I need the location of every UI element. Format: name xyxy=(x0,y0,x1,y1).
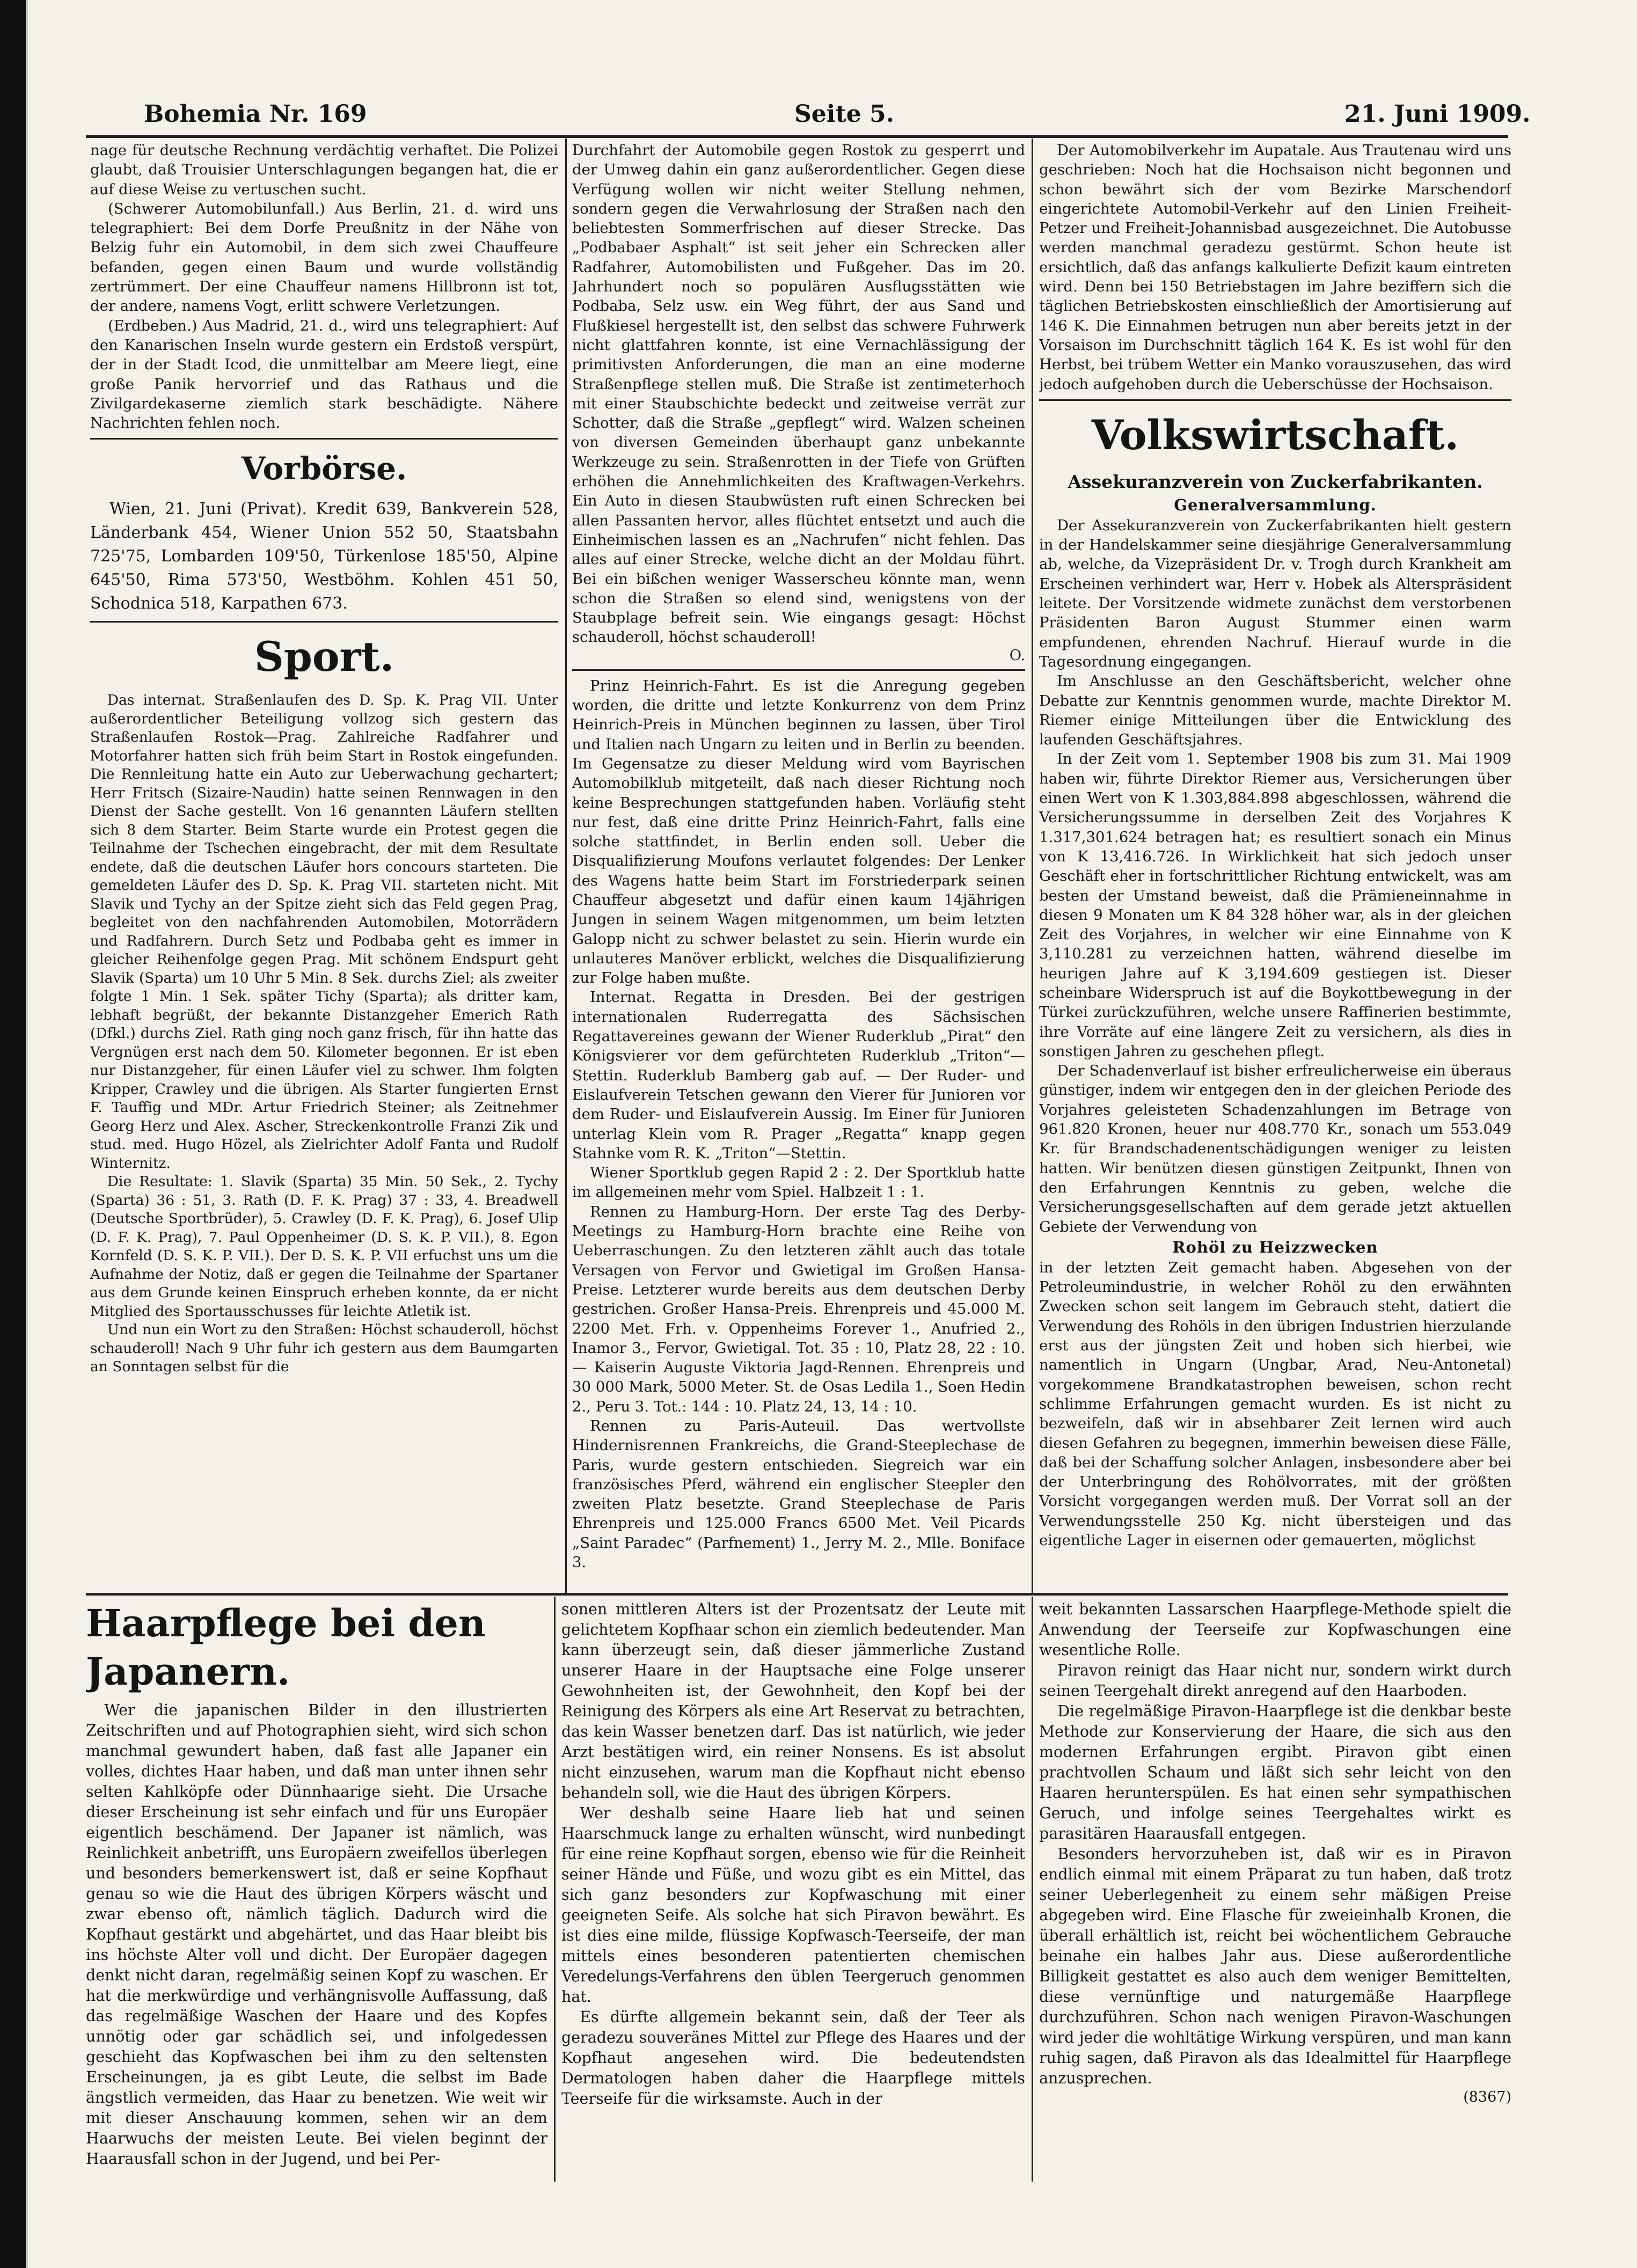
vw-paragraph-2: Im Anschlusse an den Geschäftsbericht, welcher ohne Debatte zur Kenntnis genommen wurde, machte Direktor M. Riemer einige Mitteilungen über die Entwicklung des laufenden Geschäftsjahres. xyxy=(1039,672,1511,749)
scan-edge-line xyxy=(26,0,28,2268)
sport-title: Sport. xyxy=(254,633,394,681)
section-rule xyxy=(1039,399,1511,401)
feature-text-3b: Piravon reinigt das Haar nicht nur, sondern wirkt durch seinen Teergehalt direkt anregend auf den Haarboden. xyxy=(1039,1662,1511,1700)
header-date: 21. Juni 1909. xyxy=(1344,100,1531,128)
feature-text-3c: Die regelmäßige Piravon-Haarpflege ist die denkbar beste Methode zur Konservierung der Haare, die sich aus den modernen Erfahrungen ergibt. Piravon gibt einen prachtvollen Schaum und läßt sich sehr leicht von den Haaren herunterspülen. Es hat einen sehr sympathischen Geruch, und infolge seines Teergehaltes wirkt es parasitären Haarausfall entgegen. xyxy=(1039,1702,1511,1842)
feature-rule xyxy=(86,1593,1508,1596)
article-regatta: Internat. Regatta in Dresden. Bei der gestrigen internationalen Ruderregatta des Sächsischen Regattavereines gewann der Wiener Ruderklub „Pirat“ den Königsvierer vor dem gefürchteten Ruderklub „Triton“—Stettin. Ruderklub Bamberg gab auf. — Der Ruder- und Eislaufverein Tetschen gewann den Vierer für Junioren vor dem Ruder- und Eislaufverein Aussig. Im Einer für Junioren unterlag Klein vom R. Prager „Regatta“ knapp gegen Stahnke vom R. K. „Triton“—Stettin. xyxy=(572,989,1025,1162)
sport-roads: Und nun ein Wort zu den Straßen: Höchst schauderoll, höchst schauderoll! Nach 9 Uhr fuhr ich gestern aus dem Baumgarten an Sonntagen selbst für die xyxy=(90,1321,558,1376)
column-1 xyxy=(90,141,558,1590)
article-paris-auteuil: Rennen zu Paris-Auteuil. Das wertvollste Hindernisrennen Frankreichs, die Grand-Steeplechase de Paris, wurde gestern entschieden. Siegreich war ein französisches Pferd, während ein englischer Steepler den zweiten Platz besetzte. Grand Steeplechase de Paris Ehrenpreis und 125.000 Francs 6500 Met. Veil Picards „Saint Paradec“ (Parfnement) 1., Jerry M. 2., Mlle. Boniface 3. xyxy=(572,1417,1025,1571)
vw-paragraph-5: in der letzten Zeit gemacht haben. Abgesehen von der Petroleumindustrie, in welcher Rohöl zu den erwähnten Zwecken schon seit langem im Gebrauch steht, datiert die Verwendung des Rohöls in den übrigen Industrien hierzulande erst aus der jüngsten Zeit und hoben sich hierbei, wie namentlich in Ungarn (Ungbar, Arad, Neu-Antonetal) vorgekommene Brandkatastrophen beweisen, schon recht schlimme Erfahrungen gemacht wurden. Es ist nicht zu bezweifeln, daß wir in absehbarer Zeit lernen wird auch diesen Gefahren zu begegnen, immerhin beweisen diese Fälle, daß bei der Schaffung solcher Anlagen, insbesondere aber bei der Unterbringung des Rohölvorrates, mit der größten Vorsicht vorgegangen werden muß. Der Vorrat soll an der Verwendungsstelle 250 Kg. nicht übersteigen und das eigentliche Lager in eisernen oder gemauerten, möglichst xyxy=(1039,1259,1511,1549)
scan-edge xyxy=(0,0,26,2268)
assekuranz-heading: Assekuranzverein von Zuckerfabrikanten. xyxy=(1068,471,1483,492)
section-rule xyxy=(90,621,558,623)
article-automobile-accident: (Schwerer Automobilunfall.) Aus Berlin, 21. d. wird uns telegraphiert: Bei dem Dorfe Preußnitz in der Nähe von Belzig fuhr ein Automobil, in dem sich zwei Chauffeure befanden, gegen einen Baum und wurde vollständig zertrümmert. Der eine Chauffeur namens Hillbronn ist tot, der andere, namens Vogt, erlitt schwere Verletzungen. xyxy=(90,200,558,315)
ad-reference-number: (8367) xyxy=(1463,2089,1511,2105)
feature-text-1: Wer die japanischen Bilder in den illustrierten Zeitschriften und auf Photographien sieht, wird sich schon manchmal gewundert haben, daß fast alle Japaner ein volles, dichtes Haar haben, und daß man unter ihnen sehr selten Kahlköpfe oder Dünnhaarige sieht. Die Ursache dieser Erscheinung ist sehr einfach und für uns Europäer eigentlich beschämend. Der Japaner ist nämlich, was Reinlichkeit anbetrifft, uns Europäern zweifellos überlegen und besonders bemerkenswert ist, daß er seine Kopfhaut genau so wie die Haut des übrigen Körpers wäscht und zwar ebenso oft, nämlich täglich. Dadurch wird die Kopfhaut gestärkt und abgehärtet, und das Haar bleibt bis ins höchste Alter voll und dicht. Der Europäer dagegen denkt nicht daran, regelmäßig seinen Kopf zu waschen. Er hat die merkwürdige und verhängnisvolle Auffassung, daß das regelmäßige Waschen der Haare und des Kopfes unnötig oder gar schädlich sei, und infolgedessen geschieht das Kopfwaschen bei ihm zu den seltensten Erscheinungen, ja es gibt Leute, die selbst im Bade ängstlich vermeiden, das Haar zu benetzen. Wie weit wir mit dieser Anschauung kommen, sehen wir an dem Haarwuchs der meisten Leute. Bei vielen beginnt der Haarausfall schon in der Jugend, und bei Per- xyxy=(86,1701,547,2168)
generalversammlung-heading: Generalversammlung. xyxy=(1174,495,1377,514)
header-paper-name: Bohemia Nr. 169 xyxy=(144,100,367,128)
article-text: nage für deutsche Rechnung verdächtig verhaftet. Die Polizei glaubt, daß Trouisier Unterschlagungen begangen hat, die er auf diese Weise zu vertuschen sucht. xyxy=(90,142,558,198)
article-football: Wiener Sportklub gegen Rapid 2 : 2. Der Sportklub hatte im allgemeinen mehr vom Spiel. Halbzeit 1 : 1. xyxy=(572,1164,1025,1201)
vw-paragraph-4: Der Schadenverlauf ist bisher erfreulicherweise ein überaus günstiger, indem wir entgegen den in der gleichen Periode des Vorjahres geleisteten Schadenzahlungen im Betrage von 961.820 Kronen, heuer nur 408.770 Kr., sonach um 553.049 Kr. für Brandschadenentschädigungen weniger zu leisten hatten. Wir benützen diesen günstigen Zeitpunkt, Ihnen von den Erfahrungen Kenntnis zu geben, welche die Versicherungsgesellschaften auf dem gerade jetzt aktuellen Gebiete der Verwendung von xyxy=(1039,1062,1511,1235)
feature-text-3d: Besonders hervorzuheben ist, daß wir es in Piravon endlich einmal mit einem Präparat zu tun haben, daß trotz seiner Ueberlegenheit zu einem sehr mäßigen Preise abgegeben wird. Eine Flasche für zweieinhalb Kronen, die überall erhältlich ist, reicht bei wöchentlichem Gebrauche beinahe ein halbes Jahr aus. Diese außerordentliche Billigkeit gestattet es also auch dem weniger Bemittelten, diese vernünftige und naturgemäße Haarpflege durchzuführen. Schon nach wenigen Piravon-Waschungen wird jeder die wohltätige Wirkung verspüren, und man kann ruhig sagen, daß Piravon als das Idealmittel für Haarpflege anzusprechen. xyxy=(1039,1845,1511,2087)
volkswirtschaft-title: Volkswirtschaft. xyxy=(1091,411,1459,459)
vorboerse-title: Vorbörse. xyxy=(241,450,407,487)
article-hamburg-horn: Rennen zu Hamburg-Horn. Der erste Tag des Derby-Meetings zu Hamburg-Horn brachte eine Reihe von Ueberraschungen. Zu den letzteren zählt auch das totale Versagen von Fervor und Gwietigal im Großen Hansa-Preise. Letzterer wurde bereits aus dem deutschen Derby gestrichen. Großer Hansa-Preis. Ehrenpreis und 45.000 M. 2200 Met. Frh. v. Oppenheims Forever 1., Anufried 2., Inamor 3., Fervor, Gwietigal. Tot. 35 : 10, Platz 28, 22 : 10. — Kaiserin Auguste Viktoria Jagd-Rennen. Ehrenpreis und 30 000 Mark, 5000 Meter. St. de Osas Ledila 1., Soen Hedin 2., Peru 3. Tot.: 144 : 10. Platz 24, 13, 14 : 10. xyxy=(572,1203,1025,1415)
feature-column-2 xyxy=(561,1599,1025,2179)
column-2 xyxy=(572,141,1025,1590)
section-rule xyxy=(572,669,1025,671)
feature-text-2a: sonen mittleren Alters ist der Prozentsatz der Leute mit gelichtetem Kopfhaar schon ein ziemlich bedeutender. Man kann überzeugt sein, daß dieser jämmerliche Zustand unserer Haare in der Hauptsache eine Folge unserer Gewohnheiten ist, der Gewohnheit, den Kopf bei der Reinigung des Körpers als eine Art Reservat zu betrachten, das kein Wasser benetzen darf. Das ist natürlich, wie jeder Arzt bestätigen wird, ein reiner Nonsens. Es ist absolut nicht einzusehen, warum man die Kopfhaut nicht ebenso behandeln soll, wie die Haut des übrigen Körpers. xyxy=(561,1600,1025,1802)
feature-title: Haarpflege bei den Japanern. xyxy=(86,1601,486,1694)
section-rule xyxy=(90,438,558,440)
article-roads-continued: Durchfahrt der Automobile gegen Rostok zu gesperrt und der Umweg dahin ein ganz außerordentlicher. Gegen diese Verfügung wollen wir nicht weiter Stellung nehmen, sondern gegen die Verwahrlosung der Straßen nach den beliebtesten Sommerfrischen auf dieser Strecke. Das „Podbabaer Asphalt“ ist seit jeher ein Schrecken aller Radfahrer, Automobilisten und Fußgeher. Das im 20. Jahrhundert noch so populären Ausflugsstätten wie Podbaba, Selz usw. ein Weg führt, der aus Sand und Flußkiesel hergestellt ist, den selbst das schwere Fuhrwerk nicht glattfahren konnte, ist eine Vernachlässigung der primitivsten Anforderungen, die man an eine moderne Straßenpflege stellen muß. Die Straße ist zentimeterhoch mit einer Staubschichte bedeckt und zeitweise verrät zur Schotter, daß die Straße „gepflegt“ wird. Walzen scheinen von diversen Gemeinden überhaupt ganz unbekannte Werkzeuge zu sein. Straßenrotten in der Tiefe von Grüften erhöhen die Annehmlichkeiten des Kraftwagen-Verkehrs. Ein Auto in diesen Staubwüsten ruft einen Schrecken bei allen Passanten hervor, alles flüchtet entsetzt und auch die Einheimischen lassen es an „Nachrufen“ nicht fehlen. Das alles auf einer Strecke, welche dicht an der Moldau führt. Bei ein bißchen weniger Wasserscheu könnte man, wenn schon die Straßen so elend sind, wenigstens von der Staubplage befreit sein. Wie eingangs gesagt: Höchst schauderoll, höchst schauderoll! xyxy=(572,142,1025,646)
column-rule-4 xyxy=(1032,1597,1033,2182)
article-signature: O. xyxy=(1009,647,1025,664)
feature-text-2b: Wer deshalb seine Haare lieb hat und seinen Haarschmuck lange zu erhalten wünscht, wird nunbedingt für eine reine Kopfhaut sorgen, ebenso wie für die Reinheit seiner Hände und Füße, und wozu gibt es ein Mittel, das sich ganz besonders zur Kopfwaschung mit einer geeigneten Seife. Als solche hat sich Piravon bewährt. Es ist dies eine milde, flüssige Kopfwasch-Teerseife, der man mittels eines besonderen patentierten chemischen Veredelungs-Verfahrens den üblen Teergeruch genommen hat. xyxy=(561,1804,1025,2006)
feature-text-2c: Es dürfte allgemein bekannt sein, daß der Teer als geradezu souveränes Mittel zur Pflege des Haares und der Kopfhaut angesehen wird. Die bedeutendsten Dermatologen haben daher die Haarpflege mittels Teerseife für die wirksamste. Auch in der xyxy=(561,2008,1025,2108)
feature-column-3 xyxy=(1039,1599,1511,2179)
article-earthquake: (Erdbeben.) Aus Madrid, 21. d., wird uns telegraphiert: Auf den Kanarischen Inseln wurde gestern ein Erdstoß verspürt, der in der Stadt Icod, die unmittelbar am Meere liegt, eine große Panik hervorrief und das Rathaus und die Zivilgardekaserne ziemlich stark beschädigte. Nähere Nachrichten fehlen noch. xyxy=(90,317,558,432)
article-aupatal: Der Automobilverkehr im Aupatale. Aus Trautenau wird uns geschrieben: Noch hat die Hochsaison nicht begonnen und schon bewährt sich der vom Bezirke Marschendorf eingerichtete Automobil-Verkehr auf den Linien Freiheit-Petzer und Freiheit-Johannisbad ausgezeichnet. Die Autobusse werden manchmal geradezu gestürmt. Schon heute ist ersichtlich, daß das anfangs kalkulierte Defizit kaum eintreten wird. Denn bei 150 Betriebstagen im Jahre beziffern sich die täglichen Betriebskosten einschließlich der Amortisierung auf 146 K. Die Einnahmen betrugen nun aber bereits jetzt in der Vorsaison im Durchschnitt täglich 164 K. Es ist wohl für den Herbst, bei trübem Wetter ein Manko vorauszusehen, das wird jedoch aufgehoben durch die Ueberschüsse der Hochsaison. xyxy=(1039,142,1511,393)
rohoel-heading: Rohöl zu Heizzwecken xyxy=(1172,1238,1378,1256)
article-prinz-heinrich: Prinz Heinrich-Fahrt. Es ist die Anregung gegeben worden, die dritte und letzte Konkurrenz von dem Prinz Heinrich-Preis in München beginnen zu lassen, über Tirol und Italien nach Ungarn zu leiten und in Berlin zu beenden. Im Gegensatze zu dieser Meldung wird vom Bayrischen Automobilklub mitgeteilt, daß nach dieser Richtung noch keine Besprechungen stattgefunden haben. Vorläufig steht nur fest, daß eine dritte Prinz Heinrich-Fahrt, falls eine solche stattfindet, in Berlin enden soll. Ueber die Disqualifizierung Moufons verlautet folgendes: Der Lenker des Wagens hatte beim Start im Forstriederpark seinen Chauffeur abgesetzt und dafür einen kaum 14jährigen Jungen in seinem Wagen mitgenommen, um beim letzten Galopp nicht zu schwer belastet zu sein. Hierin wurde ein unlauteres Manöver erblickt, welches die Disqualifizierung zur Folge haben mußte. xyxy=(572,677,1025,987)
vorboerse-text: Wien, 21. Juni (Privat). Kredit 639, Bankverein 528, Länderbank 454, Wiener Union 552 50, Staatsbahn 725'75, Lombarden 109'50, Türkenlose 185'50, Alpine 645'50, Rima 573'50, Westböhm. Kohlen 451 50, Schodnica 518, Karpathen 673. xyxy=(90,500,558,613)
column-rule-1 xyxy=(565,138,567,1593)
header-rule xyxy=(86,135,1508,138)
vw-paragraph-3: In der Zeit vom 1. September 1908 bis zum 31. Mai 1909 haben wir, führte Direktor Riemer aus, Versicherungen über einen Wert von K 1.303,884.898 abgeschlossen, während die Versicherungssumme in derselben Zeit des Vorjahres K 1.317,301.624 betragen hat; es resultiert sonach ein Minus von K 13,416.726. In Wirklichkeit hat sich jedoch unser Geschäft eher in fortschrittlicher Richtung entwickelt, was am besten der Umstand beweist, daß die Prämieneinnahme in diesen 9 Monaten um K 84 328 höher war, als in der gleichen Zeit des Vorjahres, in welcher wir eine Einnahme von K 3,110.281 zu verzeichnen hatten, während dieselbe im heurigen Jahre auf K 3,194.609 gestiegen ist. Dieser scheinbare Widerspruch ist auf die Boykottbewegung in der Türkei zurückzuführen, welche unsere Raffinerien bestimmte, ihre Vorräte auf eine längere Zeit zu versichern, als dies in sonstigen Jahren zu geschehen pflegt. xyxy=(1039,750,1511,1060)
sport-street-race: Das internat. Straßenlaufen des D. Sp. K. Prag VII. Unter außerordentlicher Beteiligung vollzog sich gestern das Straßenlaufen Rostok—Prag. Zahlreiche Radfahrer und Motorfahrer hatten sich früh beim Start in Rostok eingefunden. Die Rennleitung hatte ein Auto zur Ueberwachung gechartert; Herr Fritsch (Sizaire-Naudin) hatte seinen Rennwagen in den Dienst der Sache gestellt. Von 16 genannten Läufern stellten sich 8 dem Starter. Beim Starte wurde ein Protest gegen die Teilnahme der Tschechen eingebracht, der mit dem Resultate endete, daß die deutschen Läufer hors concours starteten. Die gemeldeten Läufer des D. Sp. K. Prag VII. starteten nicht. Mit Slavik und Tychy an der Spitze zieht sich das Feld gegen Prag, begleitet von den nachfahrenden Automobilen, Motorrädern und Radfahrern. Durch Setz und Podbaba geht es immer in gleicher Reihenfolge gegen Prag. Mit schönem Endspurt geht Slavik (Sparta) um 10 Uhr 5 Min. 8 Sek. durchs Ziel; als zweiter folgte 1 Min. 1 Sek. später Tichy (Sparta); als dritter kam, lebhaft begrüßt, der bekannte Distanzgeher Emerich Rath (Dfkl.) durchs Ziel. Rath ging noch ganz frisch, für ihn hatte das Vergnügen erst nach dem 50. Kilometer begonnen. Er ist eben nur Distanzgeher, für einen Läufer viel zu schwer. Ihm folgten Kripper, Crawley und die übrigen. Als Starter fungierten Ernst F. Tauffig und MDr. Artur Friedrich Steiner; als Zeitnehmer Georg Herz und Alex. Ascher, Streckenkontrolle Franzi Zik und stud. med. Hugo Hözel, als Zielrichter Adolf Fanta und Rudolf Winternitz. xyxy=(90,692,558,1172)
vw-paragraph-1: Der Assekuranzverein von Zuckerfabrikanten hielt gestern in der Handelskammer seine diesjährige Generalversammlung ab, welche, da Vizepräsident Dr. v. Trogh durch Krankheit am Erscheinen verhindert war, Herr v. Hobek als Alterspräsident leitete. Der Vorsitzende widmete zunächst dem verstorbenen Präsidenten Baron August Stummer einen warm empfundenen, ehrenden Nachruf. Hierauf wurde in die Tagesordnung eingegangen. xyxy=(1039,516,1511,670)
feature-column-1 xyxy=(86,1599,547,2179)
feature-text-3a: weit bekannten Lassarschen Haarpflege-Methode spielt die Anwendung der Teerseife zur Kopfwaschungen eine wesentliche Rolle. xyxy=(1039,1600,1511,1659)
column-rule-3 xyxy=(554,1597,556,2182)
sport-results: Die Resultate: 1. Slavik (Sparta) 35 Min. 50 Sek., 2. Tychy (Sparta) 36 : 51, 3. Rath (D. F. K. Prag) 37 : 33, 4. Breadwell (Deutsche Sportbrüder), 5. Crawley (D. F. K. Prag), 6. Josef Ulip (D. F. K. Prag), 7. Paul Oppenheimer (D. S. K. P. VII.), 8. Egon Kornfeld (D. S. K. P. VII.). Der D. S. K. P. VII erfuchst uns um die Aufnahme der Notiz, daß er gegen die Teilnahme der Spartaner aus dem Grunde keinen Einspruch erheben konnte, da er nicht Mitglied des Sportausschusses für leichte Atletik ist. xyxy=(90,1173,558,1320)
column-rule-2 xyxy=(1032,138,1033,1593)
header-page-number: Seite 5. xyxy=(794,100,895,128)
column-3 xyxy=(1039,141,1511,1590)
